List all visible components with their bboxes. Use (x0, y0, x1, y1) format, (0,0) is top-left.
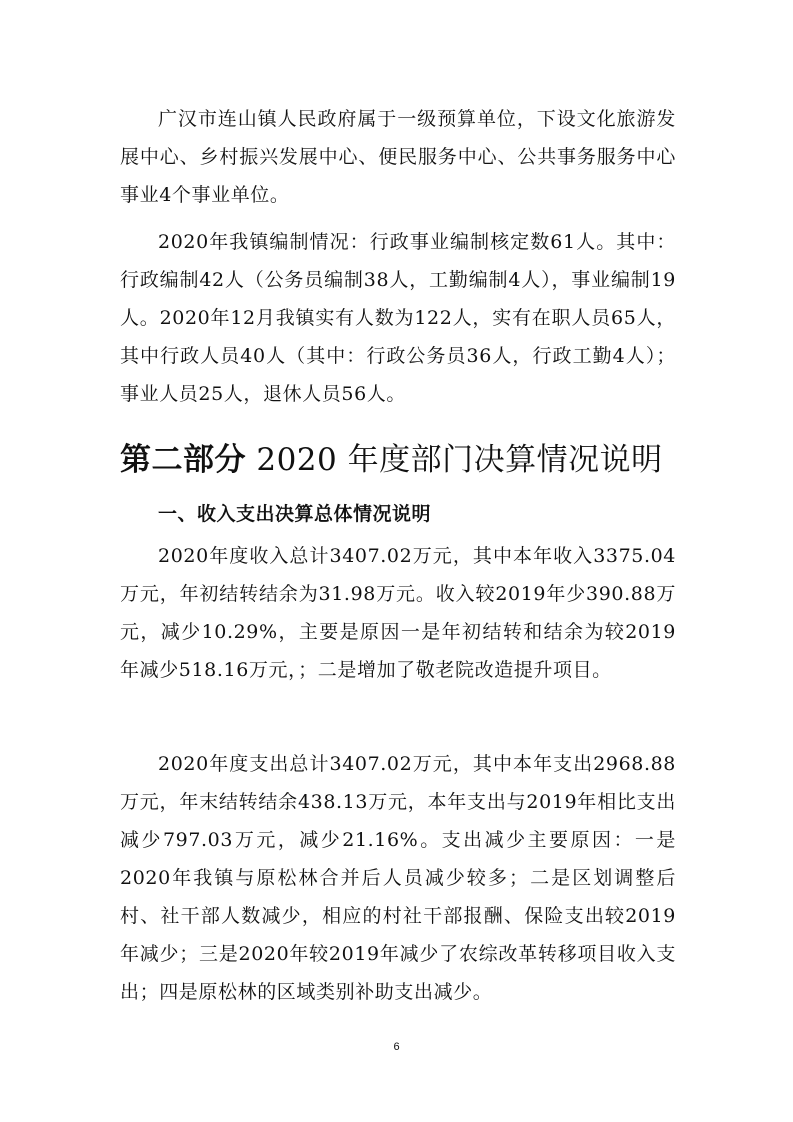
part-heading (120, 438, 663, 482)
paragraph-staffing: 2020年我镇编制情况：行政事业编制核定数61人。其中：行政编制42人（公务员编制38人，工勤编制4人），事业编制19人。2020年12月我镇实有人数为122人，实有在职人员65人，其中行政人员40人（其中：行政公务员36人，行政工勤4人）；事业人员25人，退休人员56人。 (120, 231, 676, 405)
paragraph-income: 2020年度收入总计3407.02万元，其中本年收入3375.04万元，年初结转结余为31.98万元。收入较2019年少390.88万元，减少10.29%，主要是原因一是年初结转和结余为较2019年减少518.16万元，；二是增加了敬老院改造提升项目。 (120, 545, 676, 681)
page-number: 6 (393, 1041, 400, 1053)
paragraph-expenditure: 2020年度支出总计3407.02万元，其中本年支出2968.88万元，年末结转结余438.13万元，本年支出与2019年相比支出减少797.03万元，减少21.16%。支出减少主要原因：一是2020年我镇与原松林合并后人员减少较多；二是区划调整后村、社干部人数减少，相应的村社干部报酬、保险支出较2019年减少；三是2020年较2019年减少了农综改革转移项目收入支出；四是原松林的区域类别补助支出减少。 (120, 753, 676, 1003)
part-heading-label: 第二部分 (120, 442, 246, 478)
part-heading-title: 2020 年度部门决算情况说明 (246, 442, 663, 478)
section-heading: 一、收入支出决算总体情况说明 (158, 503, 432, 525)
paragraph-unit-structure: 广汉市连山镇人民政府属于一级预算单位，下设文化旅游发展中心、乡村振兴发展中心、便民服务中心、公共事务服务中心事业4个事业单位。 (120, 108, 676, 206)
